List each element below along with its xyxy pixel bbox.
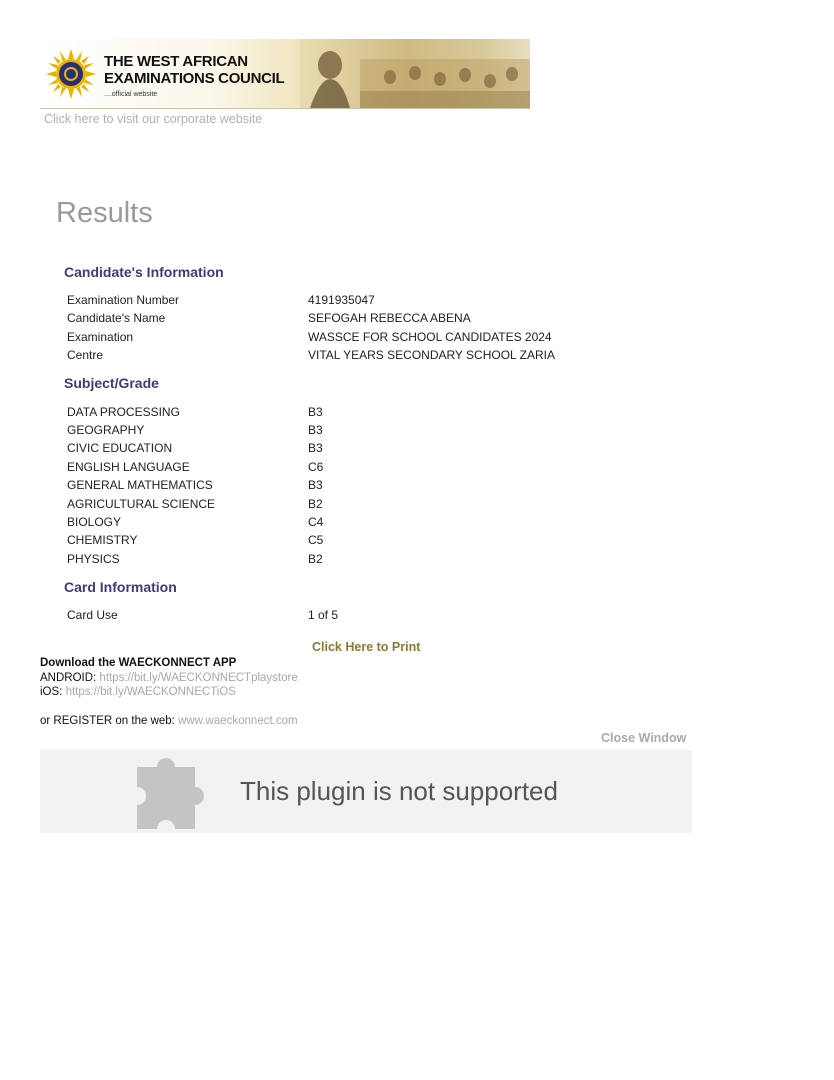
candidate-label: Centre: [67, 348, 104, 362]
candidate-label: Candidate's Name: [67, 311, 166, 325]
org-name: THE WEST AFRICAN EXAMINATIONS COUNCIL: [104, 53, 285, 87]
candidate-value: VITAL YEARS SECONDARY SCHOOL ZARIA: [308, 348, 555, 362]
subject-name: PHYSICS: [67, 552, 120, 566]
print-button[interactable]: Click Here to Print: [312, 640, 421, 654]
android-line: [40, 672, 298, 684]
waec-seal-icon: [46, 49, 96, 99]
subject-name: BIOLOGY: [67, 515, 122, 529]
candidate-value: SEFOGAH REBECCA ABENA: [308, 311, 471, 325]
grade-value: B3: [308, 478, 323, 492]
register-label: or REGISTER on the web:: [40, 715, 179, 727]
card-use-label: Card Use: [67, 608, 118, 622]
page-title: Results: [56, 197, 153, 229]
grade-value: C5: [308, 533, 324, 547]
register-link[interactable]: www.waeckonnect.com: [178, 715, 298, 727]
ios-line: [40, 686, 236, 698]
candidate-label: Examination Number: [67, 293, 180, 307]
grade-value: B2: [308, 497, 323, 511]
subject-name: GEOGRAPHY: [67, 423, 145, 437]
grade-value: B3: [308, 441, 323, 455]
candidate-value: WASSCE FOR SCHOOL CANDIDATES 2024: [308, 330, 552, 344]
banner-photo: [300, 39, 530, 108]
grade-value: B3: [308, 423, 323, 437]
grade-value: C4: [308, 515, 324, 529]
close-window-button[interactable]: Close Window: [601, 731, 687, 745]
subject-name: DATA PROCESSING: [67, 405, 180, 419]
subject-name: CHEMISTRY: [67, 533, 138, 547]
grade-value: B2: [308, 552, 323, 566]
android-label: ANDROID:: [40, 672, 100, 684]
subject-name: AGRICULTURAL SCIENCE: [67, 497, 216, 511]
grade-value: B3: [308, 405, 323, 419]
card-use-value: 1 of 5: [308, 608, 339, 622]
register-line: [40, 715, 298, 727]
candidate-info-heading: Candidate's Information: [64, 264, 224, 280]
download-heading: Download the WAECKONNECT APP: [40, 657, 237, 669]
waec-banner: [40, 39, 530, 109]
ios-label: iOS:: [40, 686, 66, 698]
puzzle-piece-icon: [133, 753, 211, 831]
plugin-placeholder: [40, 750, 692, 833]
candidate-value: 4191935047: [308, 293, 375, 307]
grade-value: C6: [308, 460, 324, 474]
android-link[interactable]: https://bit.ly/WAECKONNECTplaystore: [99, 672, 298, 684]
subject-name: CIVIC EDUCATION: [67, 441, 173, 455]
corporate-website-link[interactable]: Click here to visit our corporate website: [44, 112, 263, 126]
tagline: ....official website: [104, 91, 158, 98]
subject-name: ENGLISH LANGUAGE: [67, 460, 190, 474]
subject-name: GENERAL MATHEMATICS: [67, 478, 213, 492]
card-info-heading: Card Information: [64, 579, 177, 595]
plugin-message: This plugin is not supported: [240, 776, 558, 806]
ios-link[interactable]: https://bit.ly/WAECKONNECTiOS: [65, 686, 236, 698]
subject-grade-heading: Subject/Grade: [64, 375, 159, 391]
candidate-label: Examination: [67, 330, 134, 344]
